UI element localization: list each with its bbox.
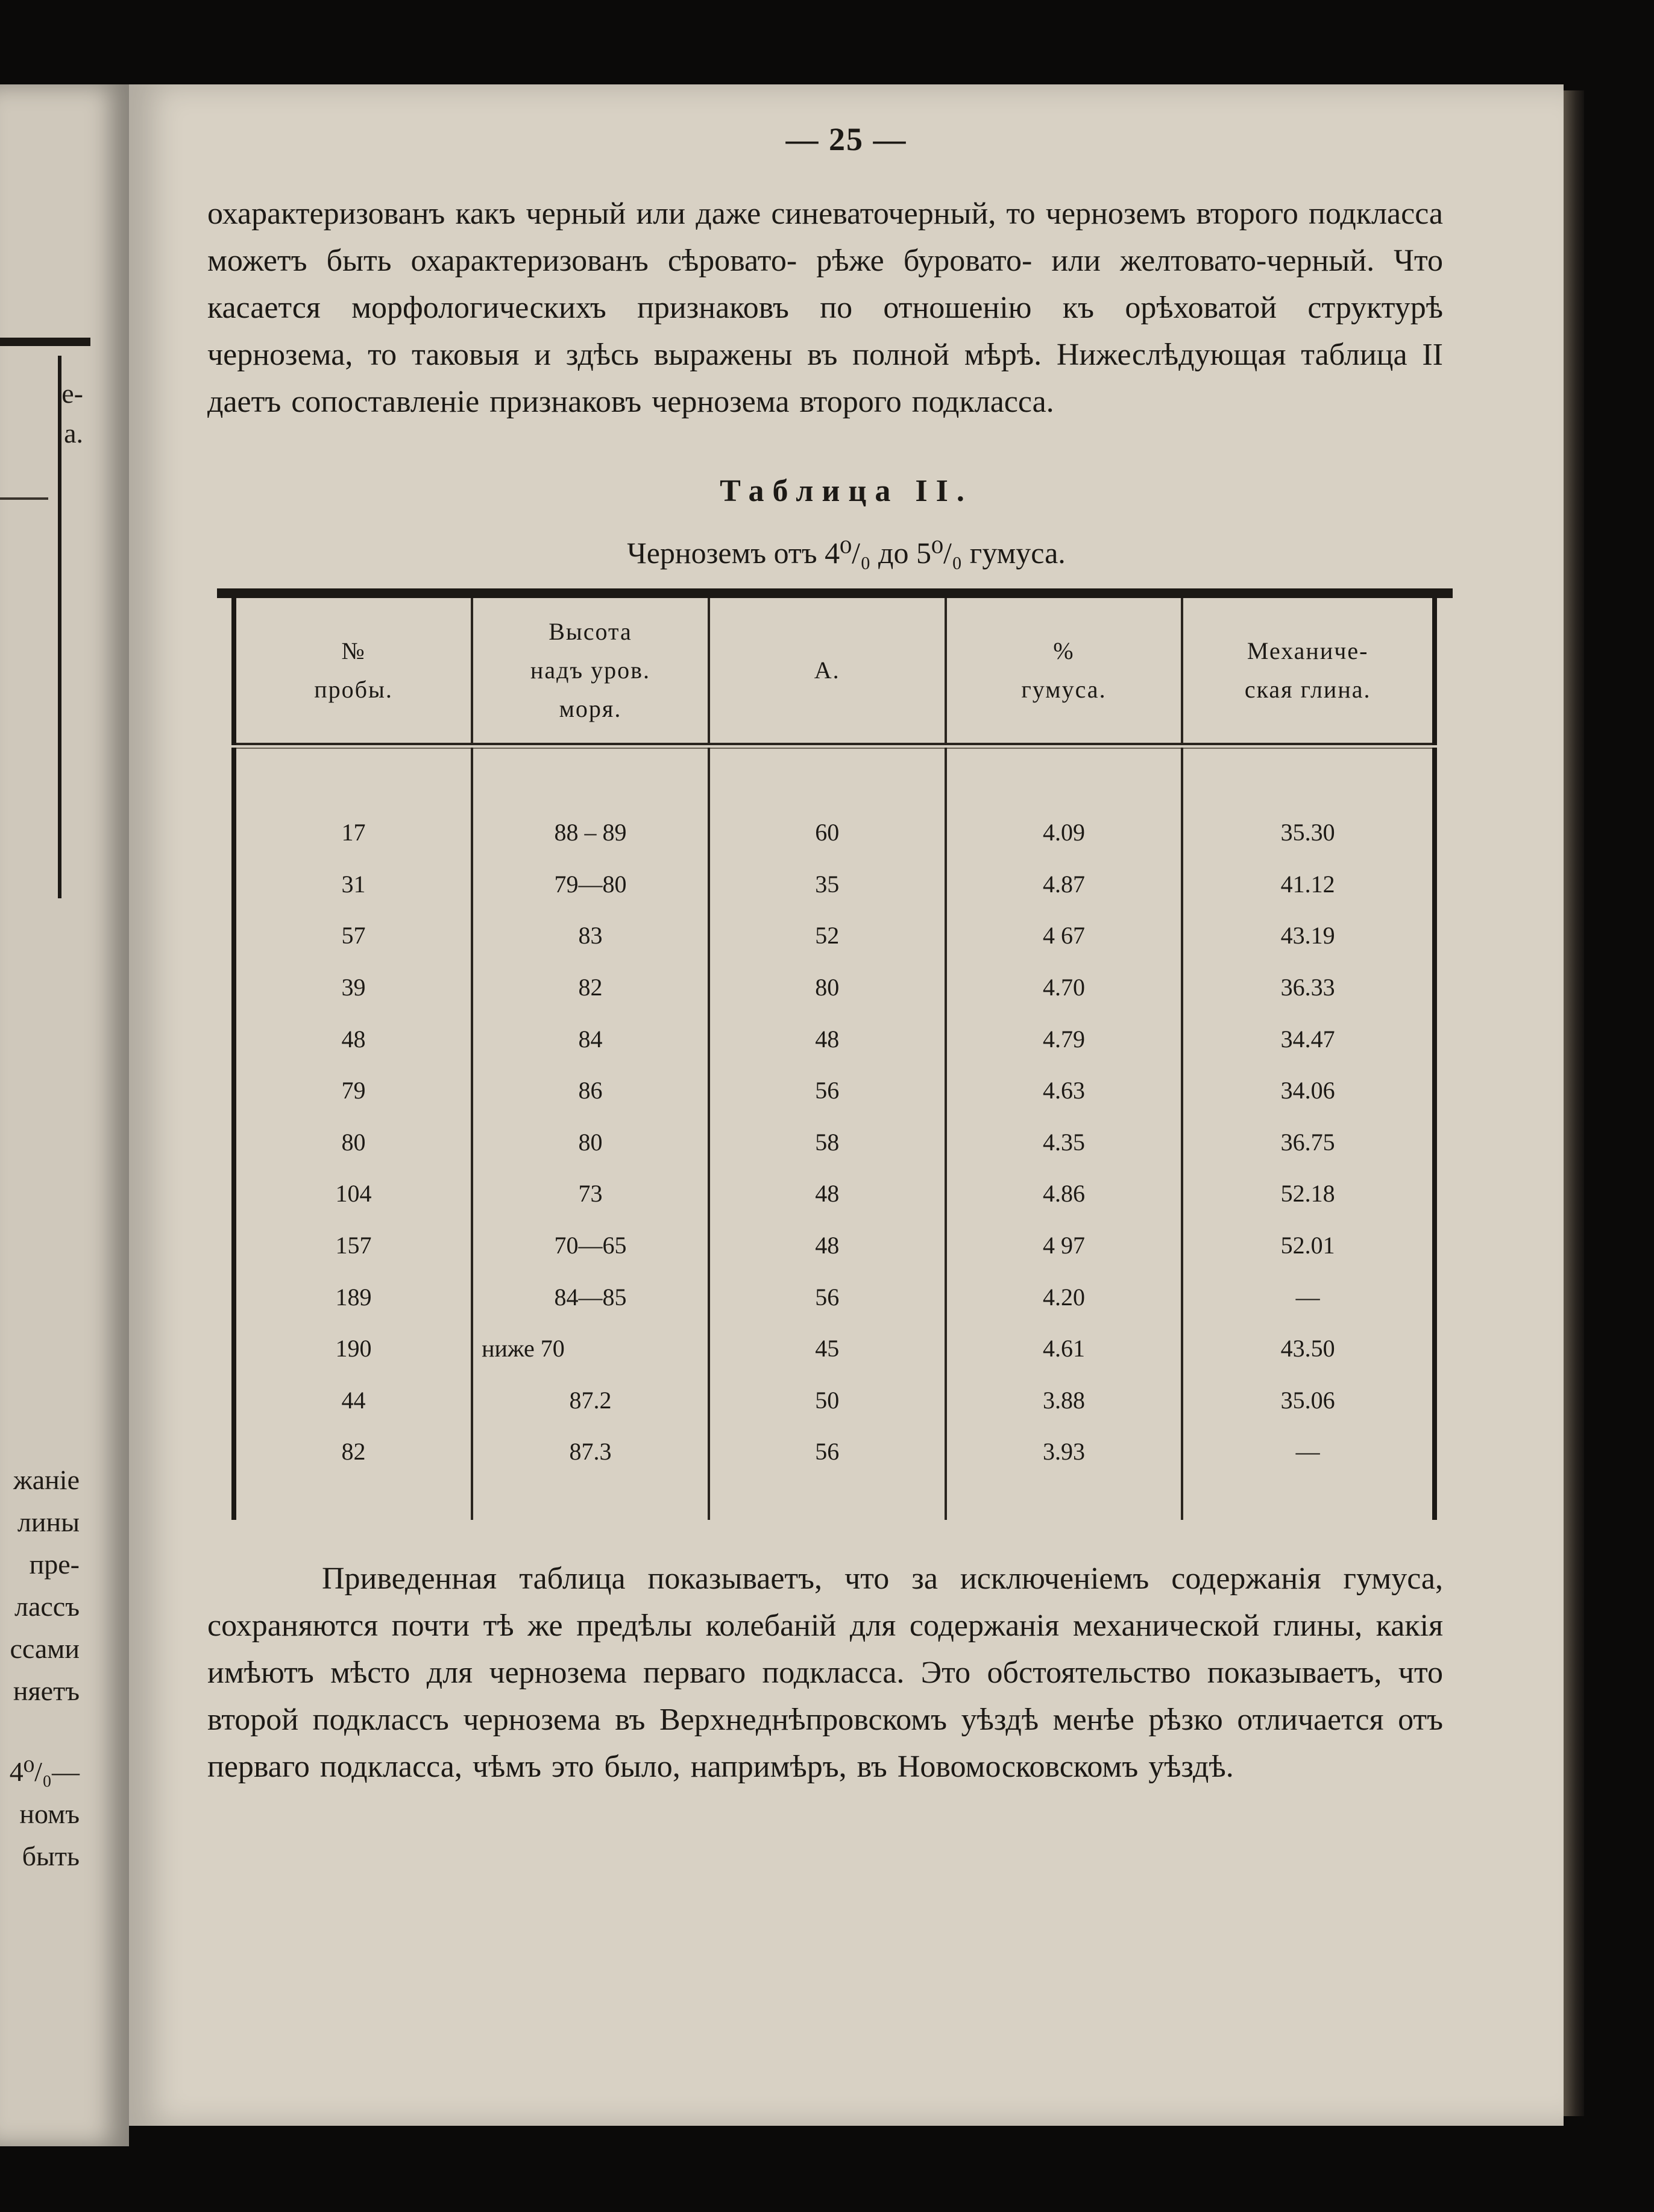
table-cell: 4 97 [946,1220,1183,1271]
table-cell: 82 [472,962,709,1013]
empty-cell [946,748,1183,807]
table-cell: 34.06 [1182,1065,1435,1117]
column-header-line: гумуса. [1021,676,1107,703]
empty-cell [709,1478,946,1520]
table-cell: 87.2 [472,1375,709,1426]
left-fragment: лины [17,1507,80,1537]
table-top-rule [217,588,1453,598]
paragraph-bottom: Приведенная таблица показываетъ, что за исключеніемъ содержанія гумуса, сохраняются почти тѣ же предѣлы колебаній для содержанія механической глины, какія имѣютъ мѣсто для чернозема перваго подкласса. Это обстоятельство показываетъ, что второй подклассъ чернозема въ Верхнеднѣпровскомъ уѣздѣ менѣе рѣзко отличается отъ перваго подкласса, чѣмъ это было, напримѣръ, въ Новомосковскомъ уѣздѣ. [207,1561,1443,1784]
table-cell: 4.61 [946,1323,1183,1375]
table-cell: 56 [709,1065,946,1117]
table-cell: 70—65 [472,1220,709,1271]
left-fragment: номъ [19,1798,80,1829]
page-number: — 25 — [785,121,907,157]
table-cell: 52.01 [1182,1220,1435,1271]
left-fragment: быть [22,1841,80,1871]
column-header-line: ская глина. [1244,676,1371,703]
left-fragment: а. [64,418,83,449]
left-fragment: няетъ [13,1675,80,1706]
table-cell: 189 [234,1271,472,1323]
table-row [234,807,1435,859]
table-cell: 82 [234,1426,472,1478]
empty-cell [1182,1478,1435,1520]
table-row [234,1271,1435,1323]
table-cell: 4.87 [946,859,1183,910]
empty-cell [472,1478,709,1520]
table-cell: 83 [472,910,709,962]
table-cell: 48 [709,1013,946,1065]
table-row [234,1220,1435,1271]
table-row [234,1013,1435,1065]
left-bottom-fragments [0,1460,80,1879]
table-row [234,859,1435,910]
table-cell: 80 [709,962,946,1013]
table-cell: 4.20 [946,1271,1183,1323]
column-header [946,598,1183,744]
empty-cell [234,1478,472,1520]
table-row [234,1117,1435,1168]
table-cell: 48 [709,1168,946,1220]
table-cell: 52 [709,910,946,962]
table-cell: — [1182,1271,1435,1323]
table-body [234,748,1435,1520]
column-header-line: А. [814,657,840,684]
table-cell: 56 [709,1426,946,1478]
table-cell: 58 [709,1117,946,1168]
table-cell: 44 [234,1375,472,1426]
table-cell: 190 [234,1323,472,1375]
table-cell: 36.33 [1182,962,1435,1013]
table-cell: 3.93 [946,1426,1183,1478]
table-cell: 48 [234,1013,472,1065]
table-subtitle: Черноземъ отъ 4⁰/₀ до 5⁰/₀ гумуса. [627,536,1066,570]
left-divider [0,497,48,500]
table-cell: 87.3 [472,1426,709,1478]
empty-cell [234,748,472,807]
table-row [234,910,1435,962]
table-cell: 4.70 [946,962,1183,1013]
page-edge [1564,90,1584,2116]
table-row [234,962,1435,1013]
table-cell: 57 [234,910,472,962]
table-cell: 56 [709,1271,946,1323]
table-cell: 79 [234,1065,472,1117]
table-cell: 4.35 [946,1117,1183,1168]
table-title: Таблица II. [720,474,973,508]
left-fragment: лассъ [14,1591,80,1622]
data-table [231,598,1437,1520]
empty-cell [1182,748,1435,807]
table-row [234,1323,1435,1375]
table-cell: 43.19 [1182,910,1435,962]
left-fragment: ссами [10,1633,80,1664]
table-cell: 104 [234,1168,472,1220]
table-cell: 4.63 [946,1065,1183,1117]
table-cell: 50 [709,1375,946,1426]
column-header-line: % [1053,637,1075,664]
left-table-rule [0,338,90,346]
column-header-line: моря. [559,695,622,722]
table-cell: 73 [472,1168,709,1220]
table-cell: 84 [472,1013,709,1065]
book-page [129,84,1564,2126]
column-header-line: Механиче- [1247,637,1369,664]
table-cell: 4.86 [946,1168,1183,1220]
empty-cell [709,748,946,807]
table-cell: 3.88 [946,1375,1183,1426]
table-cell: 34.47 [1182,1013,1435,1065]
left-page-fragment [0,84,129,2146]
table-cell: 31 [234,859,472,910]
table-cell: 4 67 [946,910,1183,962]
table-cell: 84—85 [472,1271,709,1323]
empty-cell [472,748,709,807]
table-cell: 4.79 [946,1013,1183,1065]
table-cell: 60 [709,807,946,859]
table-cell: 35.30 [1182,807,1435,859]
paragraph-top: охарактеризованъ какъ черный или даже синеваточерный, то черноземъ второго подкласса можетъ быть охарактеризованъ сѣровато- рѣже буровато- или желтовато-черный. Что касается морфологическихъ признаковъ по отношенію къ орѣховатой структурѣ чернозема, то таковыя и здѣсь выражены въ полной мѣрѣ. Нижеслѣдующая таблица II даетъ сопоставленіе признаковъ чернозема второго подкласса. [207,197,1443,419]
table-cell: 88 – 89 [472,807,709,859]
table-cell: 79—80 [472,859,709,910]
left-fragment: е- [61,378,83,409]
table-row [234,1375,1435,1426]
table-cell: 43.50 [1182,1323,1435,1375]
table-cell: 86 [472,1065,709,1117]
table-cell: 48 [709,1220,946,1271]
table-cell: 45 [709,1323,946,1375]
table-cell: 39 [234,962,472,1013]
table-tail-row [234,1478,1435,1520]
column-header-line: надъ уров. [530,657,651,684]
table-cell: 17 [234,807,472,859]
table-cell: 35.06 [1182,1375,1435,1426]
column-header-line: Высота [549,618,632,645]
table-row [234,1065,1435,1117]
table-row [234,1168,1435,1220]
left-fragment: пре- [29,1549,80,1580]
table-cell: 4.09 [946,807,1183,859]
column-header [1182,598,1435,744]
column-header [709,598,946,744]
table-row [234,1426,1435,1478]
column-header [472,598,709,744]
table-spacer-row [234,748,1435,807]
table-cell: 36.75 [1182,1117,1435,1168]
table-cell: ниже 70 [472,1323,709,1375]
empty-cell [946,1478,1183,1520]
header-rule [234,744,1435,748]
table-cell: — [1182,1426,1435,1478]
left-fragment: 4⁰/₀— [9,1756,80,1787]
table-cell: 157 [234,1220,472,1271]
table-cell: 52.18 [1182,1168,1435,1220]
left-top-fragments [0,374,83,453]
table-cell: 41.12 [1182,859,1435,910]
table-cell: 80 [472,1117,709,1168]
table-cell: 35 [709,859,946,910]
column-header [234,598,472,744]
column-header-line: № [341,637,366,664]
table-cell: 80 [234,1117,472,1168]
left-fragment: жаніе [13,1464,80,1495]
column-header-line: пробы. [314,676,393,703]
table-header-row [234,598,1435,744]
data-table-container [217,588,1453,1520]
